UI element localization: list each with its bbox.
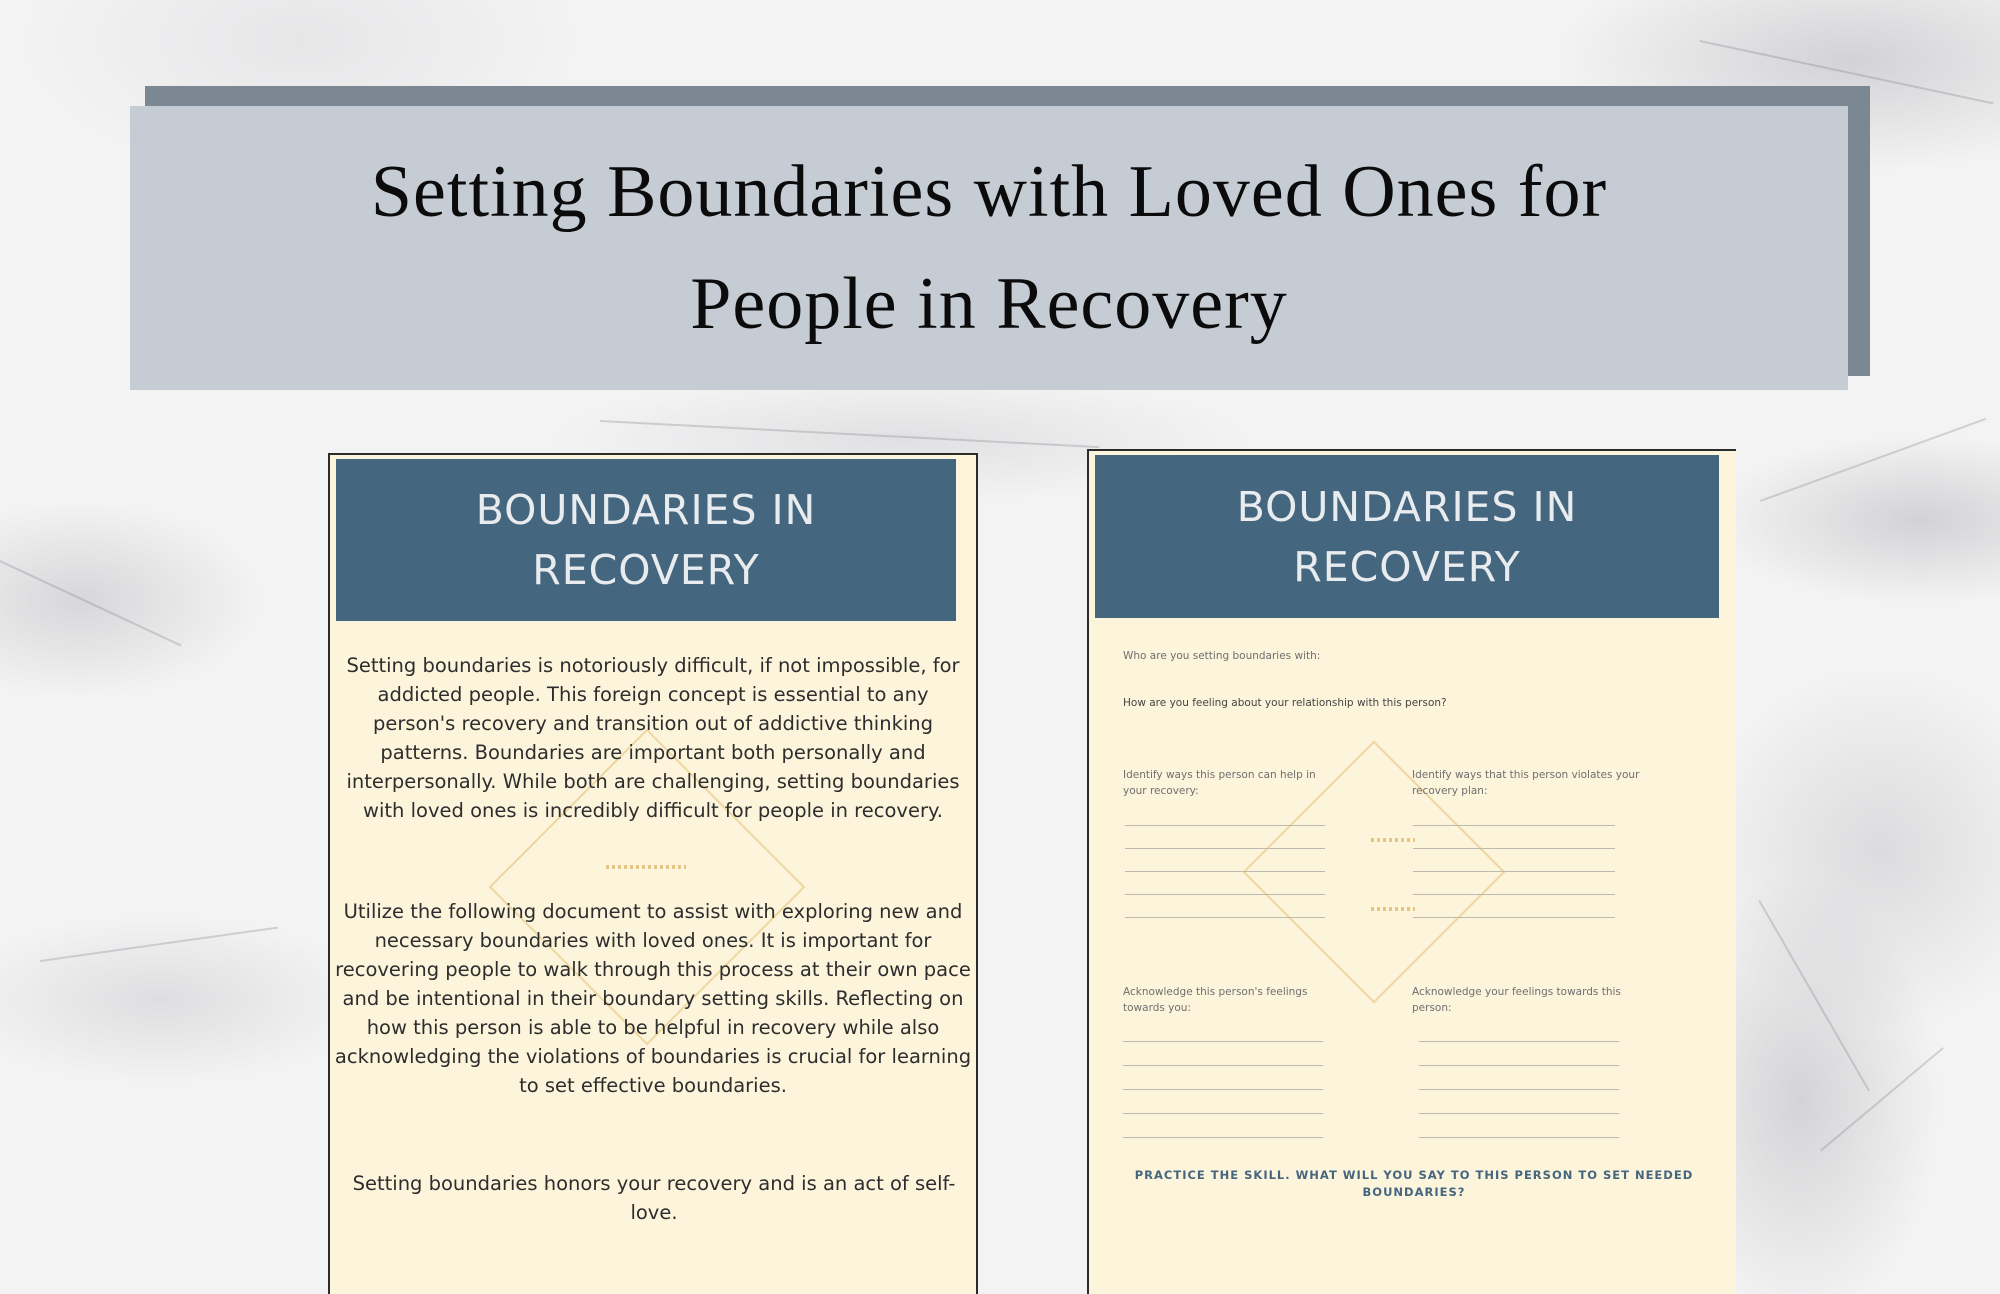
intro-paragraph-2: Utilize the following document to assist with exploring new and necessary boundaries with loved ones. It is important for recovering people to walk through this process at their own pace and be intentional in their boundary setting skills. Reflecting on how this person is able to be helpful in recovery while also acknowledging the violations of boundaries is crucial for learning to set effective boundaries. [334, 900, 972, 1097]
question-feeling: How are you feeling about your relationship with this person? [1123, 697, 1447, 709]
intro-paragraph-1: Setting boundaries is notoriously difficult, if not impossible, for addicted people. This foreign concept is essential to any person's recovery and transition out of addictive thinking patterns. Boundaries are important both personally and interpersonally. While both are challenging, setting boundaries with loved ones is incredibly difficult for people in recovery. [346, 654, 960, 822]
title-banner [130, 106, 1848, 390]
page-header [336, 459, 956, 621]
answer-line [1123, 1137, 1323, 1138]
question-their-feelings: Acknowledge this person's feelings towards you: [1123, 986, 1308, 1014]
page-header-line2: RECOVERY [532, 546, 760, 594]
banner-title-line2: People in Recovery [690, 263, 1288, 345]
page-header [1095, 455, 1719, 618]
practice-prompt: PRACTICE THE SKILL. WHAT WILL YOU SAY TO THIS PERSON TO SET NEEDED BOUNDARIES? [1134, 1168, 1694, 1199]
answer-line [1413, 825, 1615, 826]
answer-line [1125, 894, 1325, 895]
answer-line [1413, 894, 1615, 895]
page-header-line2: RECOVERY [1293, 542, 1521, 591]
answer-line [1419, 1137, 1619, 1138]
answer-line [1125, 848, 1325, 849]
answer-line [1413, 871, 1615, 872]
answer-line [1125, 871, 1325, 872]
question-your-feelings: Acknowledge your feelings towards this person: [1412, 986, 1621, 1014]
intro-paragraph-3: Setting boundaries honors your recovery and is an act of self-love. [352, 1172, 956, 1224]
answer-line [1419, 1065, 1619, 1066]
answer-line [1413, 848, 1615, 849]
answer-line [1123, 1041, 1323, 1042]
answer-line [1419, 1041, 1619, 1042]
page-header-line1: BOUNDARIES IN [1236, 482, 1578, 531]
document-page-intro [328, 453, 978, 1294]
dash-ornament [606, 865, 686, 869]
page-header-line1: BOUNDARIES IN [475, 486, 817, 534]
dash-ornament [1371, 907, 1415, 911]
question-who: Who are you setting boundaries with: [1123, 650, 1321, 662]
answer-line [1123, 1065, 1323, 1066]
question-violates: Identify ways that this person violates your recovery plan: [1412, 769, 1640, 797]
answer-line [1123, 1113, 1323, 1114]
answer-line [1419, 1089, 1619, 1090]
question-help: Identify ways this person can help in your recovery: [1123, 769, 1316, 797]
answer-line [1125, 917, 1325, 918]
answer-line [1413, 917, 1615, 918]
banner-title-line1: Setting Boundaries with Loved Ones for [370, 151, 1608, 233]
answer-line [1125, 825, 1325, 826]
answer-line [1419, 1113, 1619, 1114]
dash-ornament [1371, 838, 1415, 842]
document-page-worksheet [1087, 449, 1736, 1294]
answer-line [1123, 1089, 1323, 1090]
